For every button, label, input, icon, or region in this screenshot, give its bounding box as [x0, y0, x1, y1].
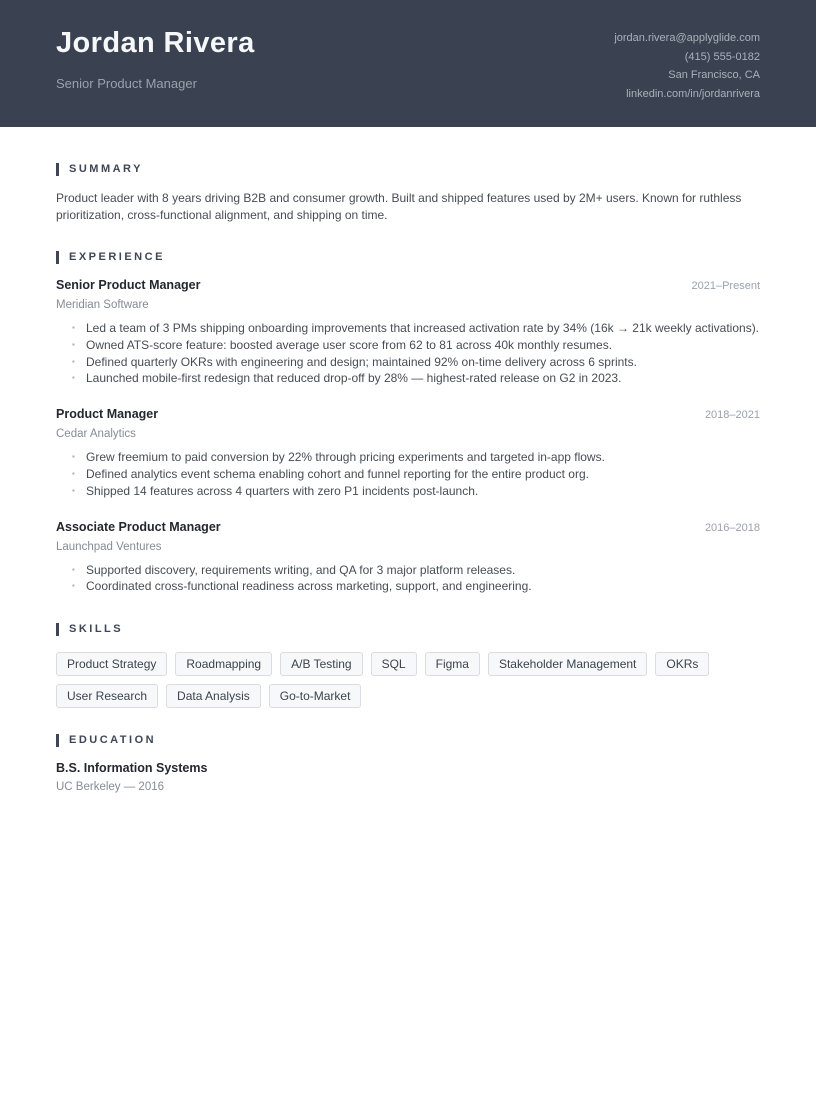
contact-linkedin: linkedin.com/in/jordanrivera: [626, 87, 760, 100]
education-heading: EDUCATION: [56, 734, 760, 747]
job-bullet: ▪ Shipped 14 features across 4 quarters with zero P1 incidents post-launch.: [56, 483, 760, 500]
job-bullet: ▪ Defined analytics event schema enabling cohort and funnel reporting for the entire product org.: [56, 466, 760, 483]
summary-heading: SUMMARY: [56, 163, 760, 176]
job-bullet: ▪ Led a team of 3 PMs shipping onboarding improvements that increased activation rate by 34% (16k → 21k weekly activations).: [56, 320, 760, 337]
skill-chip: SQL: [371, 652, 417, 676]
job-header: [56, 407, 760, 421]
job-bullet: ▪ Coordinated cross-functional readiness across marketing, support, and engineering.: [56, 578, 760, 595]
job-entry: [56, 278, 760, 387]
skill-chip-list: [56, 652, 760, 708]
job-dates: 2018–2021: [704, 409, 760, 422]
candidate-name: Jordan Rivera: [56, 27, 255, 59]
section-summary: [56, 163, 760, 223]
skill-chip: Roadmapping: [175, 652, 272, 676]
job-title: Associate Product Manager: [56, 519, 221, 534]
job-company: Cedar Analytics: [56, 428, 136, 441]
skill-chip: Go-to-Market: [269, 684, 362, 708]
skill-chip: Product Strategy: [56, 652, 167, 676]
section-skills: [56, 623, 760, 708]
job-title: Senior Product Manager: [56, 278, 201, 292]
contact-phone: (415) 555-0182: [684, 50, 760, 63]
job-bullet: ▪ Supported discovery, requirements writing, and QA for 3 major platform releases.: [56, 562, 760, 579]
summary-text: Product leader with 8 years driving B2B and consumer growth. Built and shipped features used by 2M+ users. Known for ruthless prioritization, cross-functional alignment, and shipping on time.: [56, 191, 742, 222]
job-header: [56, 278, 760, 292]
candidate-title: Senior Product Manager: [56, 76, 197, 91]
section-education: [56, 734, 760, 793]
job-bullet: ▪ Owned ATS-score feature: boosted average user score from 62 to 81 across 40k monthly resumes.: [56, 337, 760, 354]
education-degree: B.S. Information Systems: [56, 761, 208, 776]
skills-heading: SKILLS: [56, 623, 760, 636]
skill-chip: Figma: [425, 652, 480, 676]
contact-email: jordan.rivera@applyglide.com: [614, 32, 760, 44]
job-bullet: ▪ Launched mobile-first redesign that reduced drop-off by 28% — highest-rated release on G2 in 2023.: [56, 370, 760, 387]
job-bullet: ▪ Defined quarterly OKRs with engineering and design; maintained 92% on-time delivery across 6 sprints.: [56, 354, 760, 371]
job-title: Product Manager: [56, 407, 159, 422]
skill-chip: A/B Testing: [280, 652, 362, 676]
job-dates: 2016–2018: [704, 521, 760, 534]
job-bullet: ▪ Grew freemium to paid conversion by 22% through pricing experiments and targeted in-app flows.: [56, 449, 760, 466]
header-identity: [56, 26, 255, 127]
section-experience: [56, 251, 760, 595]
skill-chip: Stakeholder Management: [488, 652, 647, 676]
skill-chip: OKRs: [655, 652, 709, 676]
skill-chip: User Research: [56, 684, 158, 708]
job-dates: 2021–Present: [691, 280, 760, 292]
job-entry: [56, 520, 760, 596]
contact-block: [614, 26, 760, 127]
job-company: Meridian Software: [56, 299, 149, 311]
job-company: Launchpad Ventures: [56, 540, 162, 553]
resume-body: [0, 163, 816, 793]
experience-heading: EXPERIENCE: [56, 251, 760, 264]
job-header: [56, 520, 760, 534]
resume-header: [0, 0, 816, 127]
skill-chip: Data Analysis: [166, 684, 261, 708]
job-entry: [56, 407, 760, 499]
education-school: UC Berkeley — 2016: [56, 781, 165, 794]
job-bullet-list: [56, 449, 760, 499]
job-bullet-list: [56, 320, 760, 387]
contact-location: San Francisco, CA: [668, 69, 760, 81]
job-bullet-list: [56, 562, 760, 596]
